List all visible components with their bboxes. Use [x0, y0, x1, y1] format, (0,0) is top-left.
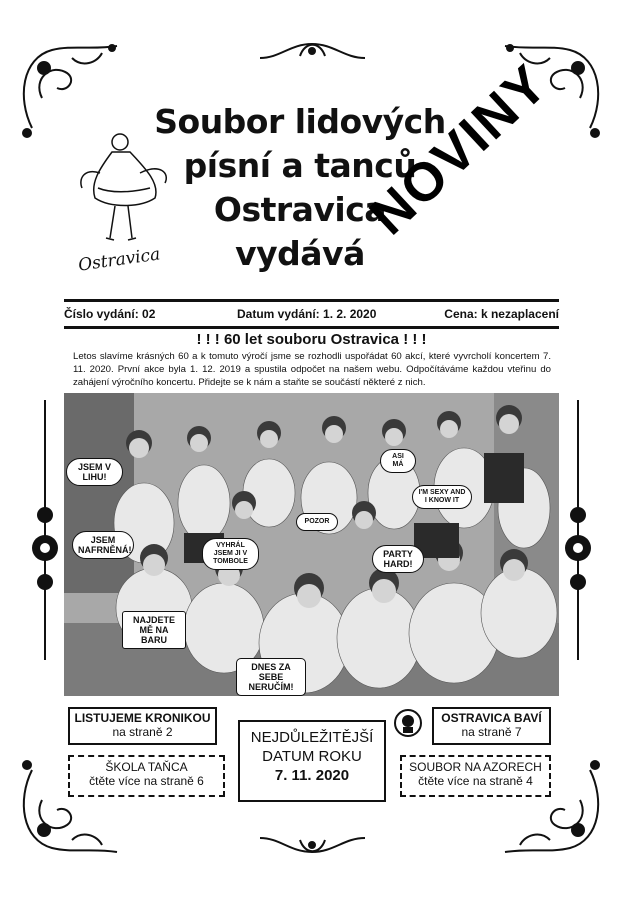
title-line-1: Soubor lidových: [154, 102, 446, 141]
box-kronika-sub: na straně 2: [112, 725, 173, 739]
photo-sign-tombola: VYHRÁL JSEM JI V TOMBOLE: [202, 538, 259, 570]
box-azory-title: SOUBOR NA AZORECH: [409, 760, 542, 774]
group-photo-illustration: [64, 393, 559, 696]
center-box-date: 7. 11. 2020: [274, 767, 350, 784]
box-azory[interactable]: [400, 755, 551, 797]
box-bavi-sub: na straně 7: [461, 725, 522, 739]
issue-date: Datum vydání: 1. 2. 2020: [237, 307, 377, 321]
mascot-icon: [393, 707, 423, 739]
center-box-line-2: DATUM ROKU: [262, 748, 362, 765]
group-photo: [64, 393, 559, 696]
box-kronika-title: LISTUJEME KRONIKOU: [74, 711, 211, 725]
article-headline: ! ! ! 60 let souboru Ostravica ! ! !: [196, 331, 427, 348]
corner-ornament-top-left: [12, 38, 122, 138]
noviny-label: NOVINY: [358, 52, 560, 247]
side-ornament-right: [563, 400, 593, 660]
photo-sign-nerucim: DNES ZA SEBE NERUČÍM!: [236, 658, 306, 696]
issue-price: Cena: k nezaplacení: [444, 307, 559, 321]
article-text: Letos slavíme krásných 60 a k tomuto výročí jsme se rozhodli uspořádat 60 akcí, které vyvrcholí koncertem 7. 11. 2020. První akce byla 1. 12. 2019 a spustila odpočet na našem webu. Odpočítáváme každou vteřinu do zahájení výročního koncertu. Přidejte se k nám a staňte se součástí některé z nich.: [73, 351, 551, 388]
photo-sign-pozor: POZOR: [296, 513, 338, 531]
photo-sign-party-hard: PARTY HARD!: [372, 545, 424, 573]
photo-sign-asi-ma: ASI MÁ: [380, 449, 416, 473]
title-line-4: vydává: [235, 234, 365, 273]
logo-caption: Ostravica: [77, 244, 162, 276]
center-box-line-1: NEJDŮLEŽITĚJŠÍ: [250, 729, 374, 746]
bottom-center-ornament: [260, 830, 365, 860]
photo-sign-nafrnena: JSEM NAFRNĚNÁ!: [72, 531, 134, 559]
box-bavi[interactable]: [432, 707, 551, 745]
box-skola-sub: čtěte více na straně 6: [89, 774, 204, 788]
issue-info-bar: [64, 299, 559, 329]
top-center-ornament: [260, 36, 365, 66]
center-date-box: [238, 720, 386, 802]
side-ornament-left: [30, 400, 60, 660]
box-skola[interactable]: [68, 755, 225, 797]
photo-sign-sexy: I'M SEXY AND I KNOW IT: [412, 485, 472, 509]
title-line-2: písní a tanců: [183, 146, 417, 185]
box-azory-sub: čtěte více na straně 4: [418, 774, 533, 788]
photo-sign-jsem-v-lihu: JSEM V LIHU!: [66, 458, 123, 486]
issue-number: Číslo vydání: 02: [64, 307, 156, 321]
box-bavi-title: OSTRAVICA BAVÍ: [441, 711, 542, 725]
photo-sign-bar: NAJDETE MĚ NA BARU: [122, 611, 186, 649]
box-kronika[interactable]: [68, 707, 217, 745]
box-skola-title: ŠKOLA TAŇCA: [105, 760, 188, 774]
title-line-3: Ostravica: [213, 190, 387, 229]
